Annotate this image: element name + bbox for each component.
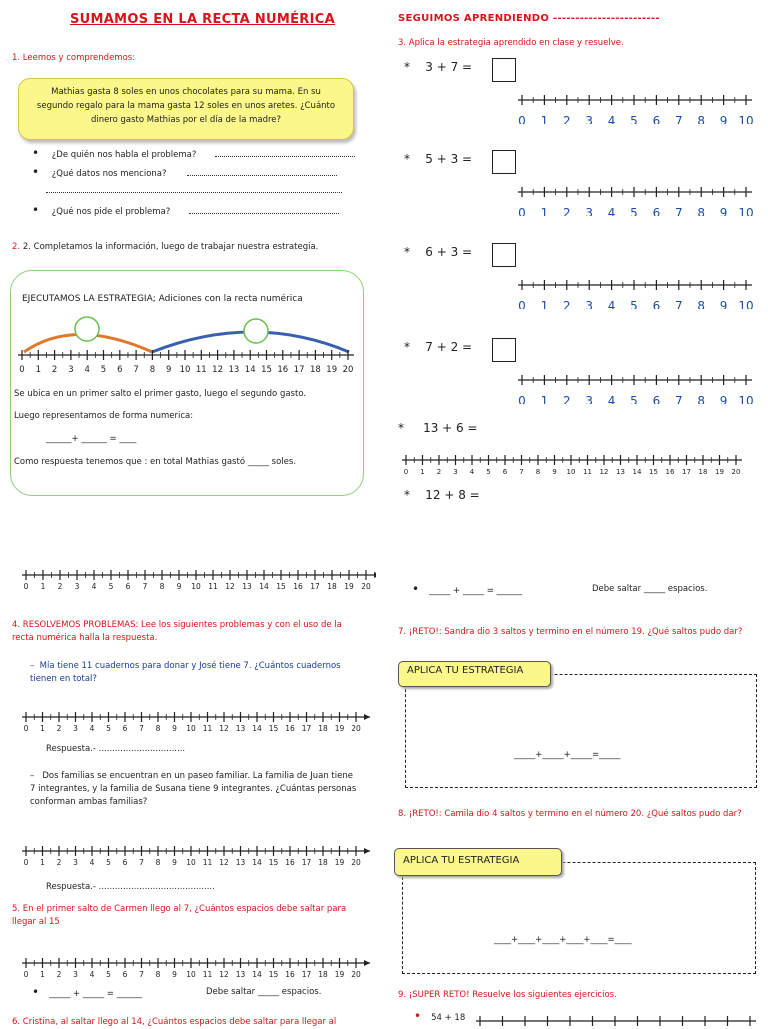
number-line-left-3	[16, 841, 376, 871]
tick-label: 8	[697, 206, 706, 216]
tick-label: 17	[682, 468, 691, 476]
tick-label: 18	[309, 365, 321, 375]
tick-label: 19	[334, 970, 345, 979]
s2-line3: Como respuesta tenemos que : en total Mathias gastó _____ soles.	[14, 457, 297, 467]
s8-work-area[interactable]	[402, 862, 756, 974]
tick-label: 10	[191, 582, 201, 591]
tick-label: 1	[40, 858, 45, 867]
s4-answer-2[interactable]: Respuesta.- ...........................................	[46, 882, 215, 892]
tick-label: 5	[106, 858, 111, 867]
tick-label: 3	[73, 724, 78, 733]
circle-blank-1	[75, 317, 99, 341]
exercise-6: * 12 + 8 =	[404, 488, 480, 502]
answer-line-2b[interactable]	[46, 192, 342, 193]
tick-label: 9	[172, 858, 177, 867]
exercise-3: * 6 + 3 =	[404, 245, 473, 259]
s8-aplica-label: APLICA TU ESTRATEGIA	[394, 848, 562, 876]
tick-label: 9	[719, 299, 728, 309]
question-1	[32, 147, 355, 162]
tick-label: 12	[219, 724, 229, 733]
tick-label: 6	[652, 394, 661, 404]
tick-label: 3	[585, 114, 594, 124]
exercise-5: * 13 + 6 =	[398, 421, 478, 435]
s1-heading: 1. Leemos y comprendemos:	[12, 53, 136, 63]
tick-label: 19	[334, 724, 345, 733]
tick-label: 3	[74, 582, 80, 591]
tick-label: 7	[139, 858, 144, 867]
tick-label: 10	[738, 114, 754, 124]
tick-label: 18	[318, 970, 328, 979]
tick-label: 10	[186, 970, 196, 979]
exercise-5-text: 13 + 6 =	[423, 421, 478, 435]
tick-label: 5	[630, 114, 638, 124]
tick-label: 7	[674, 114, 683, 124]
tick-label: 17	[293, 365, 305, 375]
problem-text: Mathias gasta 8 soles en unos chocolates para su mama. En su segundo regalo para la mama gasta 12 soles en unos aretes. ¿Cuánto dinero gasto Mathias por el día de la madre?	[36, 87, 336, 125]
tick-label: 0	[403, 468, 409, 476]
tick-label: 4	[89, 970, 95, 979]
s9-item	[414, 1010, 465, 1025]
tick-label: 9	[172, 970, 177, 979]
tick-label: 2	[57, 582, 63, 591]
tick-label: 3	[585, 206, 594, 216]
tick-label: 8	[535, 468, 541, 476]
tick-label: 7	[139, 970, 144, 979]
s5-heading: 5. En el primer salto de Carmen llego al 7, ¿Cuántos espacios debe saltar para llegar al 15	[12, 904, 347, 927]
strategy-title: EJECUTAMOS LA ESTRATEGIA; Adiciones con la recta numérica	[22, 294, 303, 304]
tick-label: 6	[122, 858, 128, 867]
tick-label: 8	[697, 394, 706, 404]
tick-label: 20	[351, 858, 361, 867]
number-line-0-10-4	[512, 370, 762, 404]
exercise-6-text: 12 + 8 =	[425, 488, 480, 502]
tick-label: 19	[334, 858, 345, 867]
tick-label: 0	[518, 394, 526, 404]
tick-label: 9	[719, 206, 728, 216]
tick-label: 11	[202, 858, 213, 867]
tick-label: 10	[186, 724, 196, 733]
tick-label: 17	[310, 582, 320, 591]
tick-label: 18	[318, 858, 328, 867]
answer-line-2[interactable]	[187, 175, 337, 176]
tick-label: 1	[40, 724, 45, 733]
tick-label: 19	[715, 468, 724, 476]
tick-label: 8	[149, 365, 156, 375]
tick-label: 14	[259, 582, 269, 591]
tick-label: 8	[155, 970, 161, 979]
question-2	[32, 166, 337, 181]
tick-label: 4	[469, 468, 475, 476]
tick-label: 12	[225, 582, 235, 591]
s4-p2-text: Dos familias se encuentran en un paseo familiar. La familia de Juan tiene 7 integrantes, y la familia de Susana tiene 9 integrantes. ¿Cuántas personas conforman ambas familias?	[30, 771, 357, 807]
answer-box-3[interactable]	[492, 243, 516, 267]
s3-heading: 3. Aplica la estrategia aprendido en clase y resuelve.	[398, 38, 624, 48]
right-title: SEGUIMOS APRENDIENDO ------------------------	[398, 13, 660, 24]
number-line-left-1	[16, 565, 376, 595]
tick-label: 0	[518, 206, 526, 216]
tick-label: 20	[731, 468, 741, 476]
tick-label: 8	[159, 582, 165, 591]
tick-label: 5	[100, 365, 107, 375]
tick-label: 15	[276, 582, 286, 591]
s8-heading: 8. ¡RETO!: Camila dio 4 saltos y termino en el número 20. ¿Qué saltos pudo dar?	[398, 809, 742, 819]
tick-label: 4	[91, 582, 97, 591]
tick-label: 7	[133, 365, 139, 375]
s5-formula-text: _____ + _____ = ______	[49, 989, 143, 999]
tick-label: 3	[68, 365, 74, 375]
tick-label: 5	[106, 970, 111, 979]
exercise-2: * 5 + 3 =	[404, 152, 473, 166]
tick-label: 3	[585, 299, 594, 309]
answer-box-4[interactable]	[492, 338, 516, 362]
tick-label: 1	[35, 365, 42, 375]
tick-label: 20	[342, 365, 354, 375]
number-line-left-4	[16, 953, 376, 983]
tick-label: 11	[202, 970, 213, 979]
s4-heading: 4. RESOLVEMOS PROBLEMAS: Lee los siguientes problemas y con el uso de la recta numérica halla la respuesta.	[12, 620, 342, 643]
tick-label: 9	[552, 468, 557, 476]
tick-label: 4	[84, 365, 90, 375]
exercise-4: * 7 + 2 =	[404, 340, 473, 354]
tick-label: 11	[583, 468, 592, 476]
tick-label: 14	[632, 468, 642, 476]
q3-text: ¿Qué nos pide el problema?	[51, 207, 171, 217]
tick-label: 3	[73, 970, 78, 979]
tick-label: 8	[155, 858, 161, 867]
tick-label: 1	[40, 970, 45, 979]
tick-label: 2	[562, 206, 571, 216]
strategy-number-line	[14, 312, 359, 382]
tick-label: 0	[19, 365, 25, 375]
s7-heading: 7. ¡RETO!: Sandra dio 3 saltos y termino en el número 19. ¿Qué saltos pudo dar?	[398, 627, 743, 637]
tick-label: 0	[23, 970, 29, 979]
tick-label: 1	[40, 582, 46, 591]
tick-label: 20	[351, 970, 361, 979]
tick-label: 3	[73, 858, 78, 867]
circle-blank-2	[244, 319, 268, 343]
s5-formula[interactable]	[32, 986, 142, 1001]
tick-label: 13	[235, 724, 246, 733]
tick-label: 1	[540, 206, 549, 216]
s2-heading-text: 2. Completamos la información, luego de trabajar nuestra estrategia.	[22, 242, 319, 252]
tick-label: 13	[235, 970, 246, 979]
s7-work-area[interactable]	[405, 674, 757, 788]
tick-label: 2	[56, 724, 62, 733]
tick-label: 0	[518, 114, 526, 124]
tick-label: 2	[562, 114, 571, 124]
tick-label: 2	[51, 365, 58, 375]
tick-label: 10	[566, 468, 576, 476]
tick-label: 3	[453, 468, 458, 476]
tick-label: 16	[285, 970, 295, 979]
tick-label: 11	[195, 365, 207, 375]
tick-label: 10	[738, 299, 754, 309]
problem-card	[18, 78, 354, 140]
s9-item-text: 54 + 18	[431, 1013, 466, 1023]
s2-line1: Se ubica en un primer salto el primer gasto, luego el segundo gasto.	[14, 389, 307, 399]
tick-label: 8	[155, 724, 161, 733]
tick-label: 12	[219, 858, 229, 867]
s7-aplica-label: APLICA TU ESTRATEGIA	[398, 661, 551, 687]
s2-heading: 2. 2. Completamos la información, luego de trabajar nuestra estrategia.	[12, 242, 319, 252]
tick-label: 9	[719, 394, 728, 404]
tick-label: 7	[674, 206, 683, 216]
s4-p1-text: Mía tiene 11 cuadernos para donar y José tiene 7. ¿Cuántos cuadernos tienen en total?	[30, 661, 341, 684]
answer-box-1[interactable]	[492, 58, 516, 82]
s4-p1: – Mía tiene 11 cuadernos para donar y José tiene 7. ¿Cuántos cuadernos tienen en total?	[30, 661, 341, 684]
tick-label: 18	[698, 468, 708, 476]
tick-label: 8	[697, 299, 706, 309]
s4-p2: – Dos familias se encuentran en un paseo familiar. La familia de Juan tiene 7 integrantes, y la familia de Susana tiene 9 integrantes. ¿Cuántas personas conforman ambas familias?	[30, 771, 357, 807]
tick-label: 5	[630, 206, 638, 216]
exercise-4-text: 7 + 2 =	[425, 340, 473, 354]
number-line-left-2	[16, 707, 376, 737]
tick-label: 6	[117, 365, 123, 375]
tick-label: 17	[301, 724, 312, 733]
tick-label: 19	[326, 365, 338, 375]
tick-label: 13	[228, 365, 240, 375]
tick-label: 17	[301, 858, 312, 867]
tick-label: 7	[142, 582, 148, 591]
tick-label: 0	[23, 582, 29, 591]
tick-label: 13	[235, 858, 246, 867]
tick-label: 5	[486, 468, 491, 476]
tick-label: 9	[176, 582, 182, 591]
tick-label: 20	[351, 724, 361, 733]
tick-label: 17	[301, 970, 312, 979]
tick-label: 14	[244, 365, 256, 375]
tick-label: 16	[665, 468, 675, 476]
tick-label: 1	[540, 114, 549, 124]
tick-label: 2	[562, 299, 571, 309]
tick-label: 16	[285, 724, 295, 733]
tick-label: 6	[122, 970, 128, 979]
s9-heading: 9. ¡SUPER RETO! Resuelve los siguientes ejercicios.	[398, 990, 617, 1000]
s5-jump[interactable]: Debe saltar _____ espacios.	[206, 987, 322, 997]
tick-label: 10	[738, 394, 754, 404]
tick-label: 12	[219, 970, 229, 979]
tick-label: 18	[327, 582, 337, 591]
tick-label: 4	[607, 299, 616, 309]
tick-label: 15	[268, 724, 279, 733]
tick-label: 19	[344, 582, 354, 591]
tick-label: 6	[122, 724, 128, 733]
tick-label: 5	[630, 394, 638, 404]
s8-formula[interactable]: ____+____+____+____+____=____	[494, 935, 632, 945]
tick-label: 6	[652, 299, 661, 309]
tick-label: 15	[268, 858, 279, 867]
tick-label: 5	[108, 582, 114, 591]
number-line-0-10-1	[512, 90, 762, 124]
tick-label: 0	[23, 858, 29, 867]
number-line-s9	[474, 1014, 764, 1028]
tick-label: 5	[106, 724, 111, 733]
tick-label: 15	[268, 970, 279, 979]
tick-label: 0	[23, 724, 29, 733]
tick-label: 9	[719, 114, 728, 124]
q2-text: ¿Qué datos nos menciona?	[51, 169, 167, 179]
tick-label: 6	[502, 468, 508, 476]
tick-label: 9	[172, 724, 177, 733]
tick-label: 11	[202, 724, 213, 733]
tick-label: 15	[649, 468, 658, 476]
exercise-2-text: 5 + 3 =	[425, 152, 473, 166]
tick-label: 14	[252, 724, 262, 733]
tick-label: 4	[607, 206, 616, 216]
tick-label: 10	[186, 858, 196, 867]
tick-label: 1	[540, 394, 549, 404]
tick-label: 13	[242, 582, 252, 591]
tick-label: 12	[212, 365, 224, 375]
number-line-right-20	[398, 452, 758, 482]
tick-label: 15	[261, 365, 272, 375]
tick-label: 4	[89, 724, 95, 733]
tick-label: 0	[518, 299, 526, 309]
s2-line2: Luego representamos de forma numerica:	[14, 411, 194, 421]
s7-formula[interactable]: _____+_____+_____=_____	[514, 750, 621, 760]
tick-label: 1	[420, 468, 425, 476]
q1-text: ¿De quién nos habla el problema?	[51, 150, 197, 160]
number-line-0-10-2	[512, 182, 762, 216]
s3-formula-text: _____ + _____ = ______	[429, 586, 523, 596]
tick-label: 9	[165, 365, 172, 375]
tick-label: 16	[285, 858, 295, 867]
tick-label: 13	[616, 468, 625, 476]
tick-label: 14	[252, 858, 262, 867]
answer-box-2[interactable]	[492, 150, 516, 174]
tick-label: 7	[674, 299, 683, 309]
tick-label: 7	[519, 468, 524, 476]
tick-label: 1	[540, 299, 549, 309]
exercise-1: * 3 + 7 =	[404, 60, 473, 74]
tick-label: 7	[139, 724, 144, 733]
s2-formula[interactable]: ______+ ______ = ____	[46, 434, 137, 444]
s3-formula[interactable]	[412, 583, 522, 598]
tick-label: 5	[630, 299, 638, 309]
tick-label: 6	[652, 114, 661, 124]
tick-label: 7	[674, 394, 683, 404]
answer-line-1[interactable]	[215, 156, 355, 157]
s4-answer-1[interactable]: Respuesta.- ................................	[46, 744, 186, 754]
tick-label: 16	[277, 365, 289, 375]
tick-label: 14	[252, 970, 262, 979]
tick-label: 12	[599, 468, 609, 476]
tick-label: 18	[318, 724, 328, 733]
tick-label: 16	[293, 582, 303, 591]
tick-label: 2	[562, 394, 571, 404]
tick-label: 6	[125, 582, 131, 591]
exercise-3-text: 6 + 3 =	[425, 245, 473, 259]
s6-heading: 6. Cristina, al saltar llego al 14, ¿Cuántos espacios debe saltar para llegar al	[12, 1017, 337, 1027]
tick-label: 2	[436, 468, 442, 476]
s3-jump[interactable]: Debe saltar _____ espacios.	[592, 584, 708, 594]
tick-label: 20	[361, 582, 371, 591]
answer-line-3[interactable]	[189, 213, 339, 214]
tick-label: 10	[738, 206, 754, 216]
tick-label: 3	[585, 394, 594, 404]
tick-label: 6	[652, 206, 661, 216]
exercise-1-text: 3 + 7 =	[425, 60, 473, 74]
question-3	[32, 204, 339, 219]
tick-label: 8	[697, 114, 706, 124]
tick-label: 10	[179, 365, 191, 375]
tick-label: 4	[607, 114, 616, 124]
tick-label: 4	[607, 394, 616, 404]
number-line-0-10-3	[512, 275, 762, 309]
tick-label: 4	[89, 858, 95, 867]
tick-label: 2	[56, 970, 62, 979]
tick-label: 2	[56, 858, 62, 867]
tick-label: 11	[208, 582, 218, 591]
page-title: SUMAMOS EN LA RECTA NUMÉRICA	[70, 12, 335, 27]
